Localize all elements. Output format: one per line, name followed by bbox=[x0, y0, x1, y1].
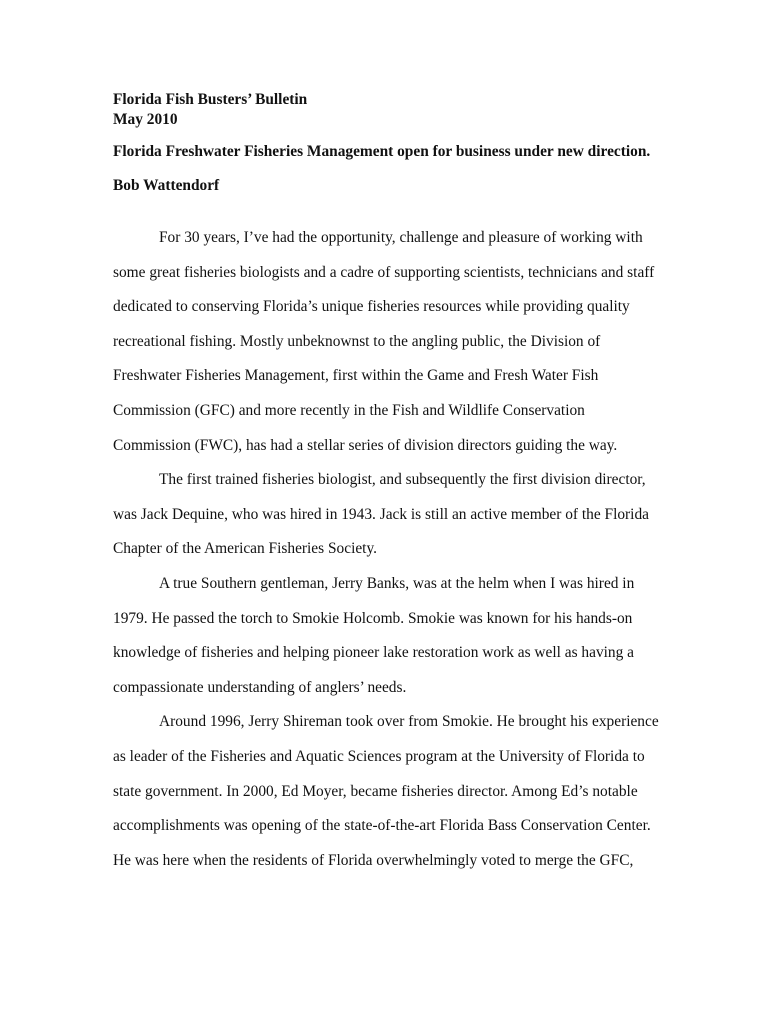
body-line: Commission (FWC), has had a stellar series of division directors guiding the way. bbox=[113, 436, 618, 454]
body-line: compassionate understanding of anglers’ needs. bbox=[113, 678, 407, 696]
bulletin-header bbox=[113, 90, 673, 130]
body-line: as leader of the Fisheries and Aquatic Sciences program at the University of Florida to bbox=[113, 747, 645, 765]
article-author: Bob Wattendorf bbox=[113, 177, 220, 194]
body-line: dedicated to conserving Florida’s unique fisheries resources while providing quality bbox=[113, 298, 630, 316]
body-line: The first trained fisheries biologist, and subsequently the first division director, bbox=[159, 471, 646, 489]
bulletin-title: Florida Fish Busters’ Bulletin bbox=[113, 91, 308, 108]
body-line: knowledge of fisheries and helping pioneer lake restoration work as well as having a bbox=[113, 644, 634, 662]
body-line: accomplishments was opening of the state-of-the-art Florida Bass Conservation Center. bbox=[113, 817, 651, 835]
body-line: A true Southern gentleman, Jerry Banks, was at the helm when I was hired in bbox=[159, 574, 635, 592]
body-line: recreational fishing. Mostly unbeknownst to the angling public, the Division of bbox=[113, 332, 601, 350]
body-line: For 30 years, I’ve had the opportunity, challenge and pleasure of working with bbox=[159, 229, 643, 246]
body-line: Freshwater Fisheries Management, first within the Game and Fresh Water Fish bbox=[113, 367, 599, 385]
body-line: 1979. He passed the torch to Smokie Holcomb. Smokie was known for his hands-on bbox=[113, 609, 633, 627]
body-line: Commission (GFC) and more recently in the Fish and Wildlife Conservation bbox=[113, 401, 585, 419]
body-line: Around 1996, Jerry Shireman took over from Smokie. He brought his experience bbox=[159, 713, 659, 731]
article-headline: Florida Freshwater Fisheries Management open for business under new direction. bbox=[113, 143, 651, 160]
body-line: state government. In 2000, Ed Moyer, became fisheries director. Among Ed’s notable bbox=[113, 782, 638, 800]
body-line: was Jack Dequine, who was hired in 1943. Jack is still an active member of the Florida bbox=[113, 505, 649, 523]
article-body bbox=[113, 228, 658, 885]
body-line: He was here when the residents of Florida overwhelmingly voted to merge the GFC, bbox=[113, 851, 634, 869]
body-line: Chapter of the American Fisheries Society. bbox=[113, 540, 377, 558]
bulletin-date: May 2010 bbox=[113, 111, 178, 128]
body-line: some great fisheries biologists and a cadre of supporting scientists, technicians and staff bbox=[113, 263, 655, 281]
